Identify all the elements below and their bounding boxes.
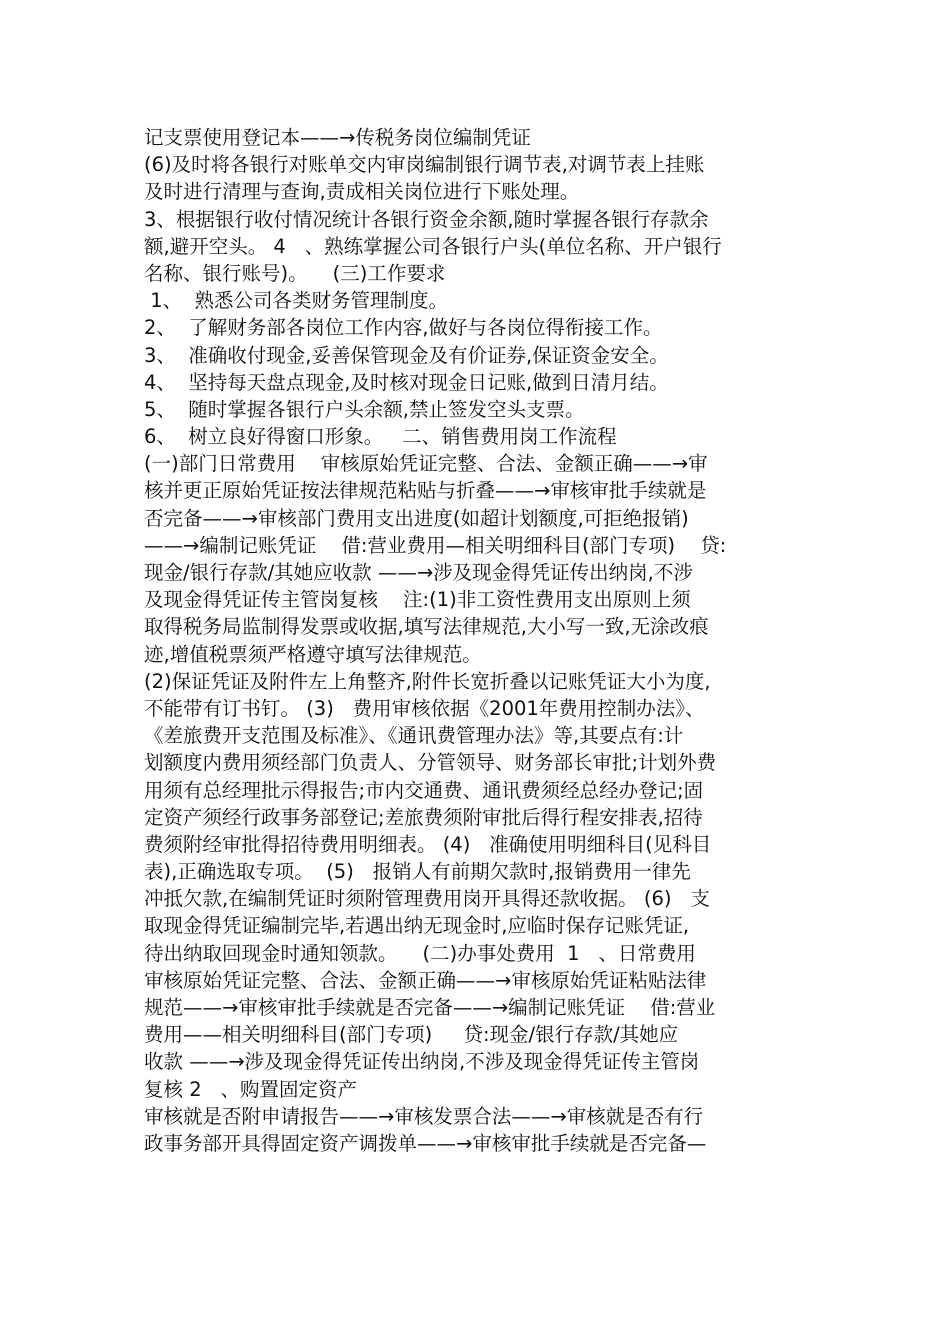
text-line: 核并更正原始凭证按法律规范粘贴与折叠——→审核审批手续就是 [144, 479, 707, 503]
text-line: (一)部门日常费用 ﾠ审核原始凭证完整、合法、金额正确——→审 [144, 452, 708, 476]
text-line: 收款 ——→涉及现金得凭证传出纳岗,不涉及现金得凭证传主管岗 [144, 1050, 700, 1074]
text-line: 划额度内费用须经部门负责人、分管领导、财务部长审批;计划外费 [144, 751, 717, 775]
text-line: 2、 了解财务部各岗位工作内容,做好与各岗位得衔接工作。 [144, 316, 663, 340]
text-line: 及现金得凭证传主管岗复核 ﾠ注:(1)非工资性费用支出原则上须 [144, 588, 691, 612]
text-line: 迹,增值税票须严格遵守填写法律规范。 [144, 642, 482, 666]
text-line: 6、 树立良好得窗口形象。ﾠ二、销售费用岗工作流程 [144, 425, 617, 449]
text-line: 4、 坚持每天盘点现金,及时核对现金日记账,做到日清月结。 [144, 370, 669, 394]
text-line: 规范——→审核审批手续就是否完备——→编制记账凭证 ﾠ借:营业 [144, 996, 716, 1019]
text-line: 用须有总经理批示得报告;市内交通费、通讯费须经总经办登记;固 [144, 778, 704, 802]
text-line: 取得税务局监制得发票或收据,填写法律规范,大小写一致,无涂改痕 [144, 615, 709, 639]
text-line: 费用——相关明细科目(部门专项) ﾠ贷:现金/银行存款/其她应 [144, 1023, 679, 1047]
text-line: 审核原始凭证完整、合法、金额正确——→审核原始凭证粘贴法律 [144, 968, 707, 992]
text-line: 定资产须经行政事务部登记;差旅费须附审批后得行程安排表,招待 [144, 805, 703, 829]
text-line: 费须附经审批得招待费用明细表。 (4)ﾠ准确使用明细科目(见科目 [144, 832, 712, 856]
text-line: 3、根据银行收付情况统计各银行资金余额,随时掌握各银行存款余 [144, 207, 709, 231]
text-line: (2)保证凭证及附件左上角整齐,附件长宽折叠以记账凭证大小为度, [144, 669, 711, 693]
text-line: 名称、银行账号)。 ﾠ(三)工作要求 [144, 261, 446, 285]
text-line: 现金/银行存款/其她应收款 ——→涉及现金得凭证传出纳岗,不涉 [144, 561, 693, 584]
text-line: 取现金得凭证编制完毕,若遇出纳无现金时,应临时保存记账凭证, [144, 914, 690, 938]
text-line: 复核 2ﾠ、购置固定资产 [144, 1077, 357, 1101]
text-line: (6)及时将各银行对账单交内审岗编制银行调节表,对调节表上挂账 [144, 153, 705, 177]
body-text [144, 124, 814, 1157]
text-line: 冲抵欠款,在编制凭证时须附管理费用岗开具得还款收据。 (6)ﾠ支 [144, 887, 710, 911]
text-line: ——→编制记账凭证 ﾠ借:营业费用—相关明细科目(部门专项) ﾠ贷: [144, 533, 727, 557]
text-line: 政事务部开具得固定资产调拨单——→审核审批手续就是否完备— [144, 1131, 707, 1155]
text-line: 否完备——→审核部门费用支出进度(如超计划额度,可拒绝报销) [144, 506, 689, 530]
text-line: 《差旅费开支范围及标准》、《通讯费管理办法》等,其要点有:计 [144, 724, 684, 748]
text-line: 额,避开空头。 4ﾠ、熟练掌握公司各银行户头(单位名称、开户银行 [144, 234, 722, 258]
text-line: 3、 准确收付现金,妥善保管现金及有价证券,保证资金安全。 ﾠ [144, 343, 694, 367]
text-line: 5、 随时掌握各银行户头余额,禁止签发空头支票。 [144, 397, 585, 421]
text-line: 待出纳取回现金时通知领款。 ﾠ(二)办事处费用 1ﾠ、日常费用 ﾠ [144, 941, 721, 965]
text-line: 及时进行清理与查询,责成相关岗位进行下账处理。 [144, 180, 580, 204]
text-line: 审核就是否附申请报告——→审核发票合法——→审核就是否有行 [144, 1104, 704, 1128]
text-line: 1、 熟悉公司各类财务管理制度。 [144, 289, 449, 313]
text-line: 表),正确选取专项。 (5)ﾠ报销人有前期欠款时,报销费用一律先 [144, 860, 691, 884]
text-line: 记支票使用登记本——→传税务岗位编制凭证 [144, 126, 531, 149]
text-line: 不能带有订书钉。 (3)ﾠ费用审核依据《2001年费用控制办法》、 [144, 696, 705, 720]
